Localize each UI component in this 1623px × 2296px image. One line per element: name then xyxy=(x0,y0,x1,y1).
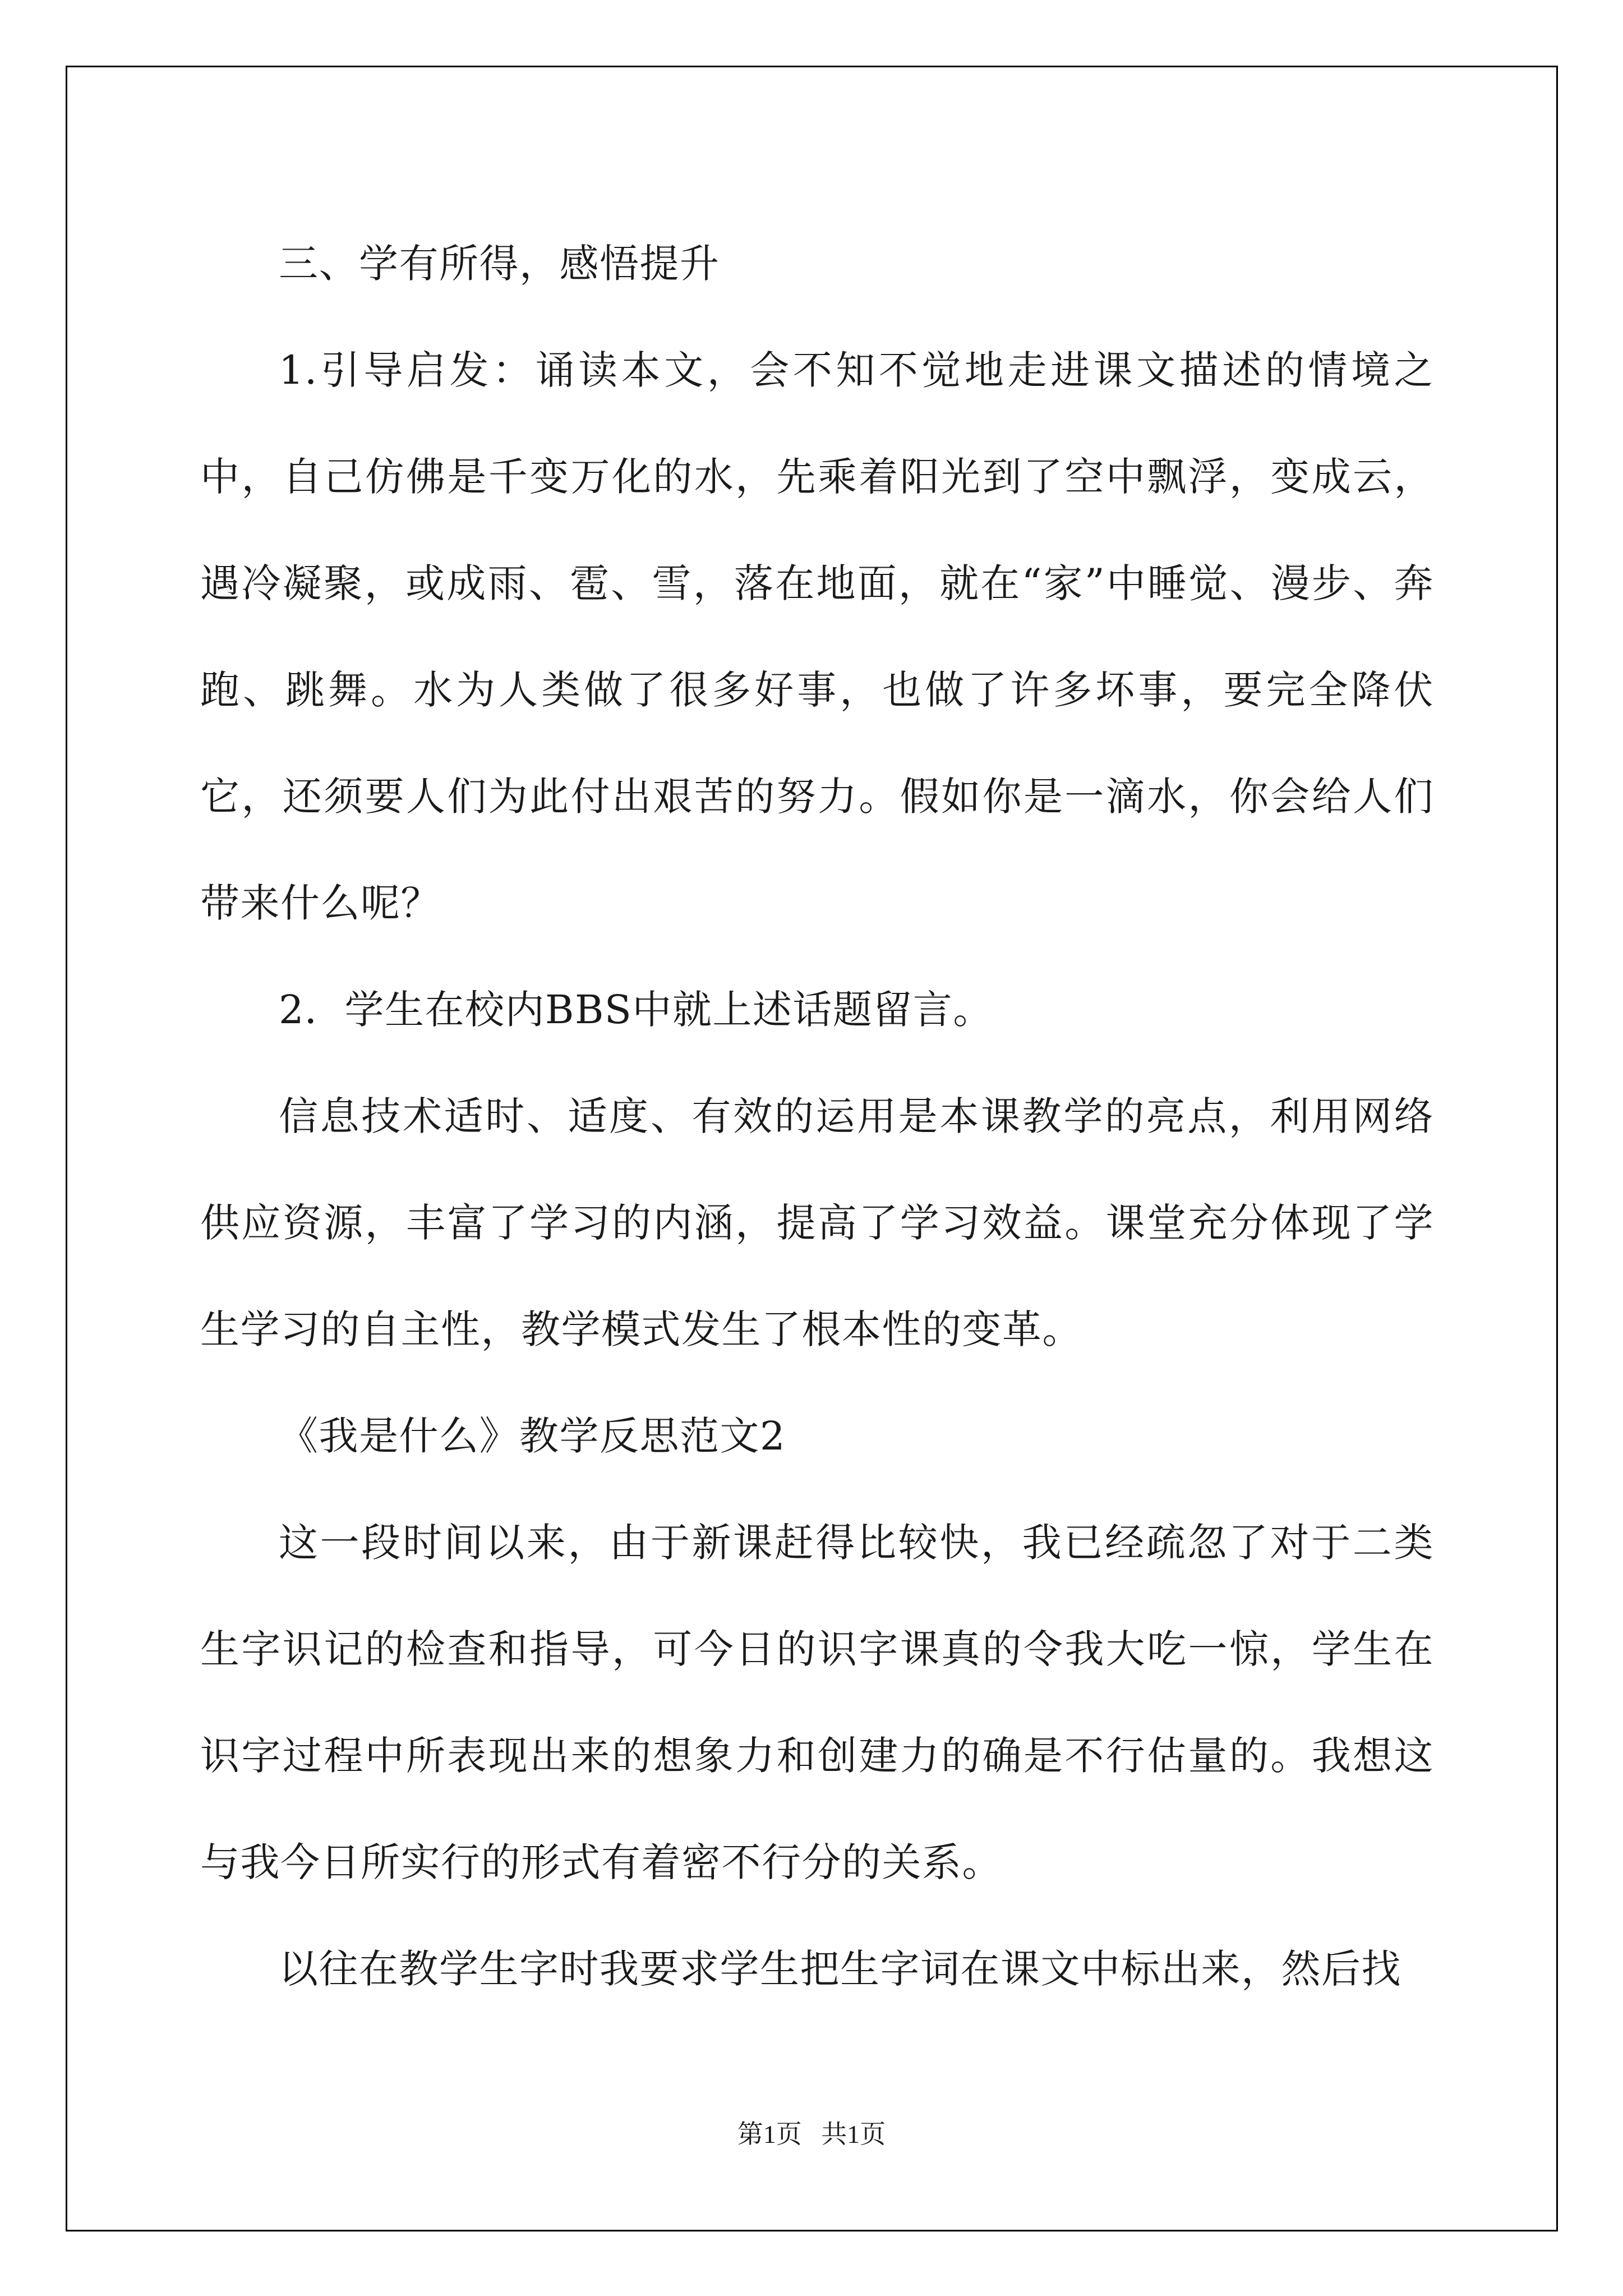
paragraph-recent-period: 这一段时间以来，由于新课赶得比较快，我已经疏忽了对于二类生字识记的检查和指导，可今日的识字课真的令我大吃一惊，学生在识字过程中所表现出来的想象力和创建力的确是不行估量的。我想这与我今日所实行的形式有着密不行分的关系。 xyxy=(200,1520,1434,1885)
section-title-reflection-2: 《我是什么》教学反思范文2 xyxy=(279,1413,786,1459)
page-footer xyxy=(0,2114,1623,2151)
page-number-label: 第1页 共1页 xyxy=(737,2120,886,2148)
paragraph-bbs: 2．学生在校内BBS中就上述话题留言。 xyxy=(279,987,993,1033)
paragraph-guidance: 1.引导启发：诵读本文，会不知不觉地走进课文描述的情境之中，自己仿佛是千变万化的水，先乘着阳光到了空中飘浮，变成云，遇冷凝聚，或成雨、雹、雪，落在地面，就在“家”中睡觉、漫步、奔跑、跳舞。水为人类做了很多好事，也做了许多坏事，要完全降伏它，还须要人们为此付出艰苦的努力。假如你是一滴水，你会给人们带来什么呢？ xyxy=(200,347,1434,926)
paragraph-previous-method: 以往在教学生字时我要求学生把生字词在课文中标出来，然后找 xyxy=(279,1946,1401,1992)
section-heading: 三、学有所得，感悟提升 xyxy=(279,241,720,287)
document-body xyxy=(200,210,1434,2022)
paragraph-it-summary: 信息技术适时、适度、有效的运用是本课教学的亮点，利用网络供应资源，丰富了学习的内涵，提高了学习效益。课堂充分体现了学生学习的自主性，教学模式发生了根本性的变革。 xyxy=(200,1093,1434,1352)
